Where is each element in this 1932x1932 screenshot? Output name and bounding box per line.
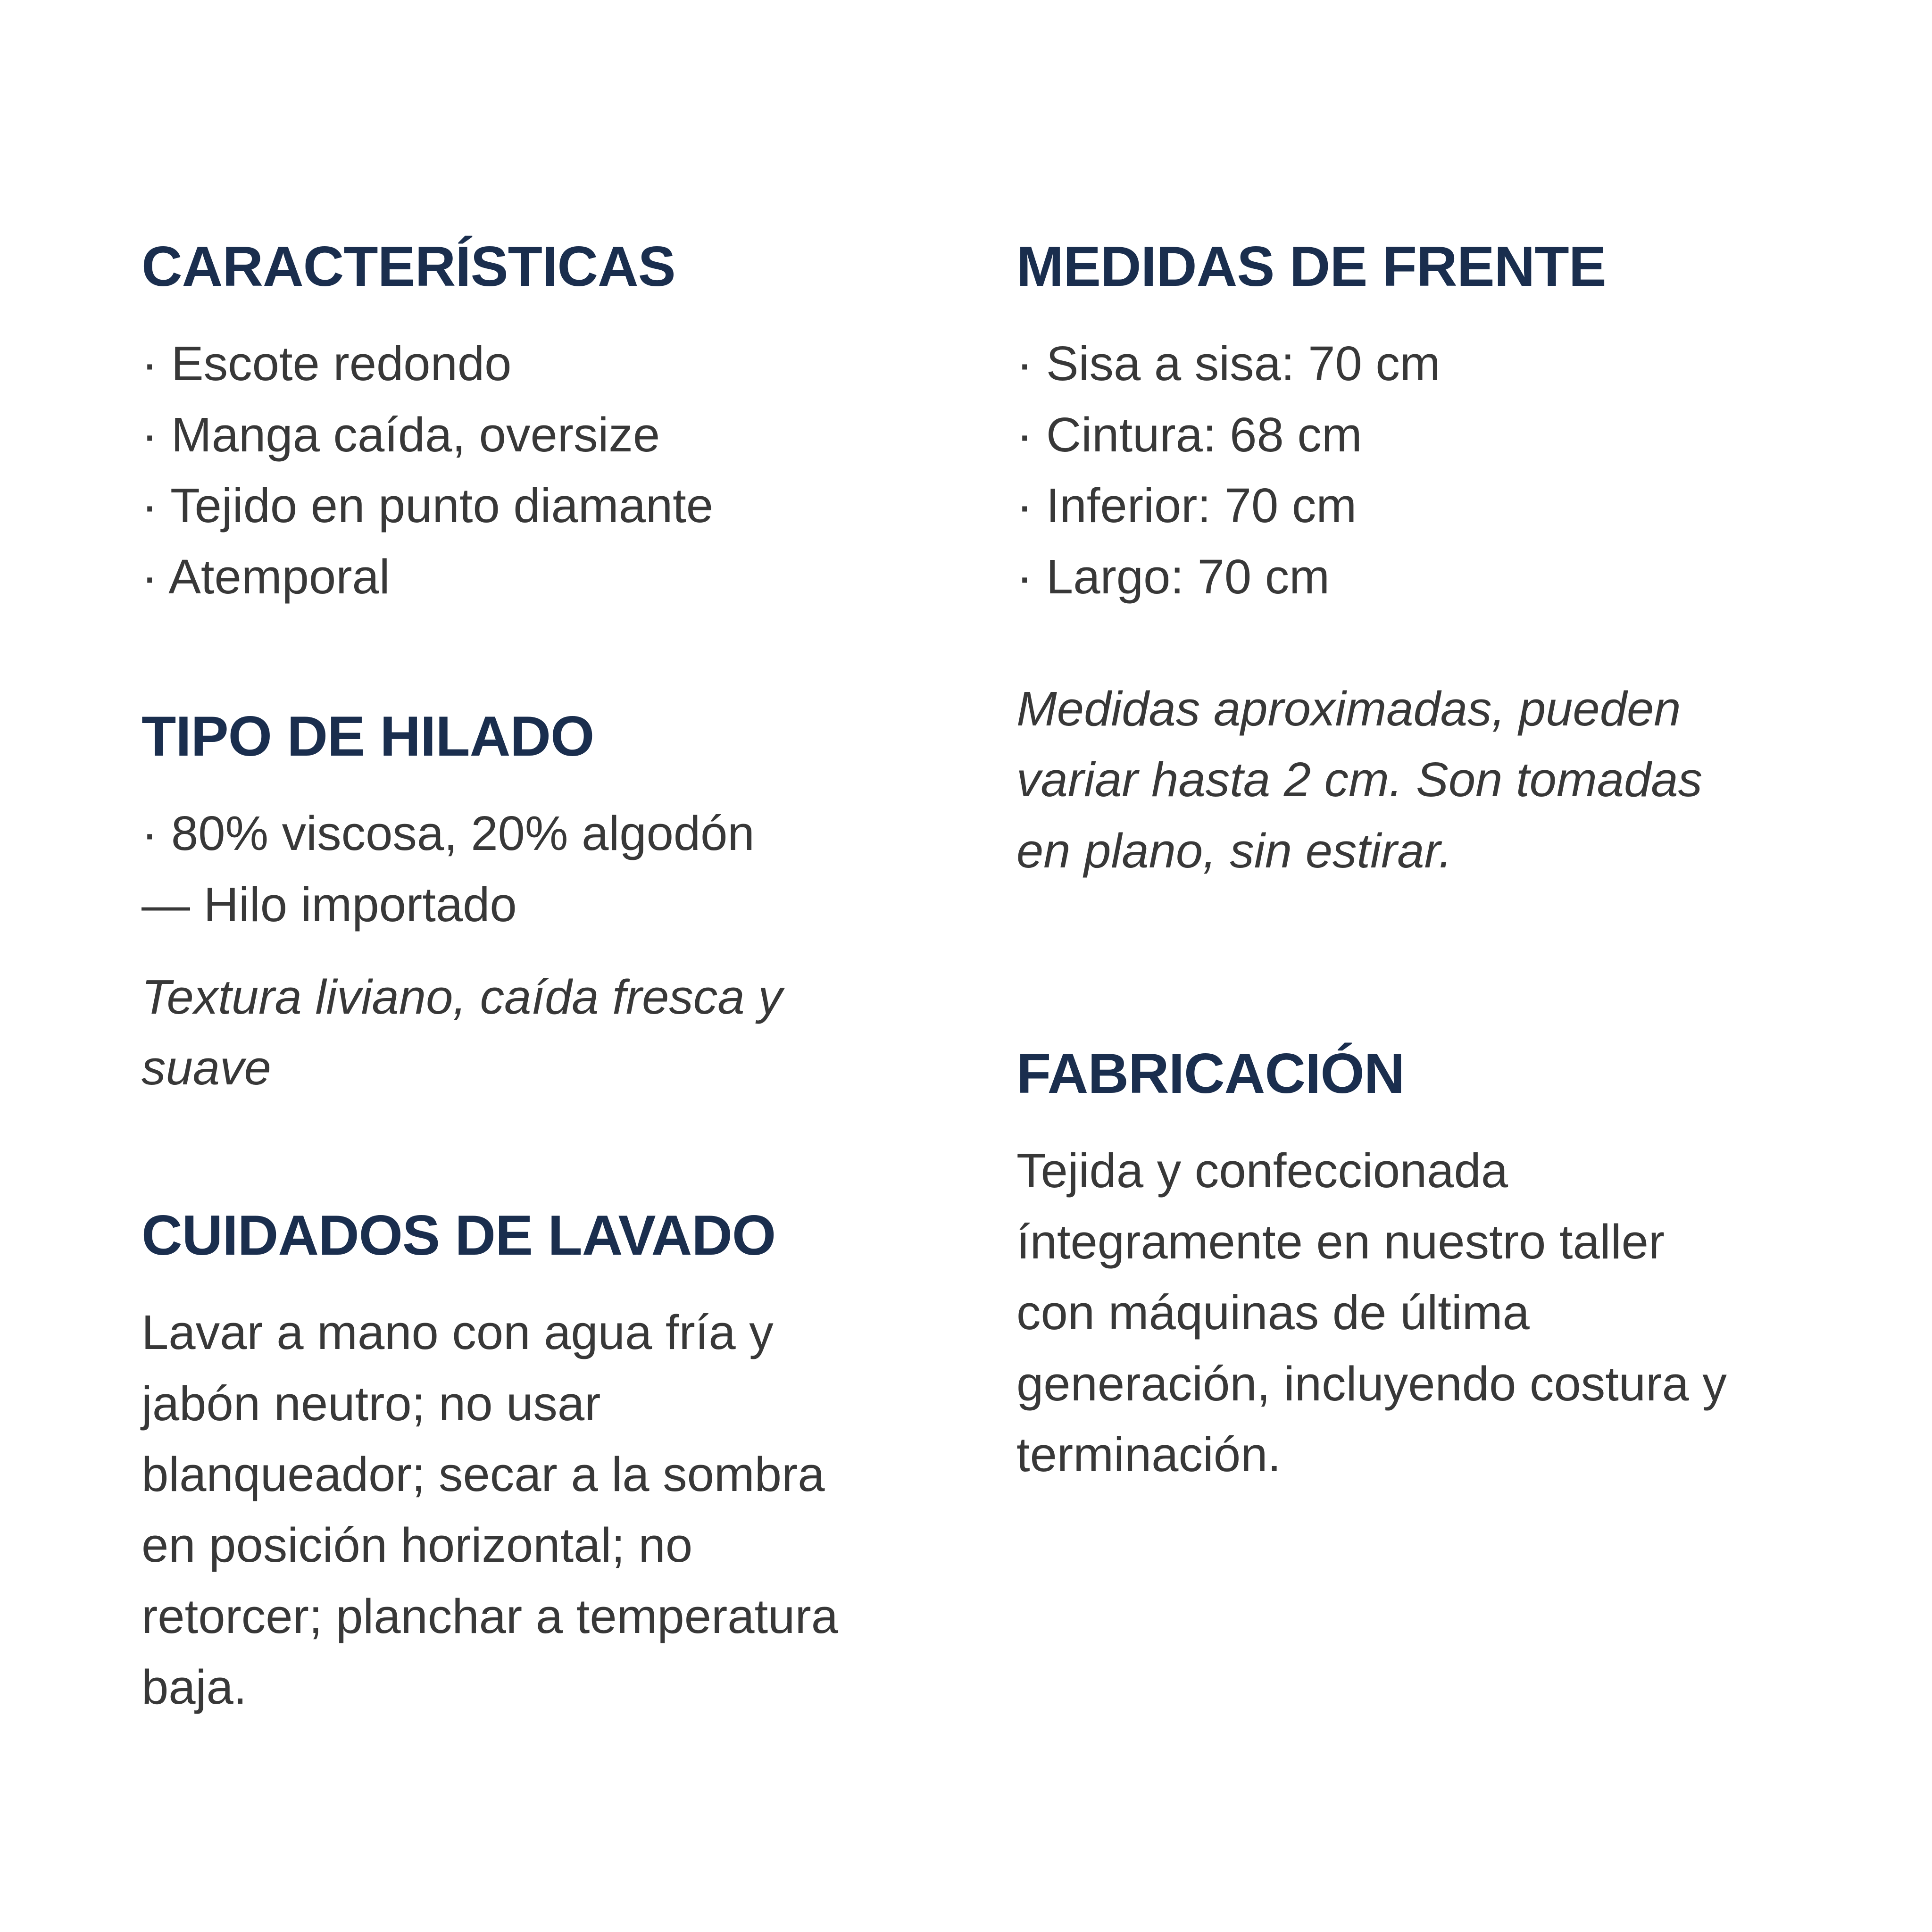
list-item: — Hilo importado [142,877,517,932]
column-left [142,235,946,1723]
hilado-list [142,798,946,940]
paragraph-cuidados: Lavar a mano con agua fría y jabón neutro; no usar blanqueador; secar a la sombra en posición horizontal; no retorcer; planchar a temperatura baja. [142,1305,839,1715]
note-medidas: Medidas aproximadas, pueden variar hasta 2 cm. Son tomadas en plano, sin estirar. [1016,681,1703,878]
note-textura: Textura liviano, caída fresca y suave [142,970,783,1095]
section-heading-tipo-de-hilado: TIPO DE HILADO [142,704,594,768]
list-item: · Cintura: 68 cm [1016,407,1362,462]
medidas-list [1016,328,1861,612]
list-item: · Tejido en punto diamante [142,478,714,533]
list-item: · Escote redondo [142,336,512,391]
paragraph-fabricacion: Tejida y confeccionada íntegramente en nuestro taller con máquinas de última generación, incluyendo costura y terminación. [1016,1143,1727,1482]
section-heading-fabricacion: FABRICACIÓN [1016,1042,1405,1106]
section-medidas-de-frente [1016,235,1861,886]
section-caracteristicas [142,235,946,612]
section-heading-caracteristicas: CARACTERÍSTICAS [142,235,675,298]
list-item: · Sisa a sisa: 70 cm [1016,336,1441,391]
list-item: · Inferior: 70 cm [1016,478,1357,533]
section-fabricacion [1016,1042,1861,1490]
section-tipo-de-hilado [142,705,946,1104]
section-heading-medidas-de-frente: MEDIDAS DE FRENTE [1016,235,1606,298]
section-cuidados-de-lavado [142,1204,946,1723]
caracteristicas-list [142,328,946,612]
list-item: · Atemporal [142,549,390,604]
section-heading-cuidados-de-lavado: CUIDADOS DE LAVADO [142,1203,776,1267]
column-right [1016,235,1861,1723]
list-item: · 80% viscosa, 20% algodón [142,806,755,861]
list-item: · Manga caída, oversize [142,407,660,462]
list-item: · Largo: 70 cm [1016,549,1330,604]
